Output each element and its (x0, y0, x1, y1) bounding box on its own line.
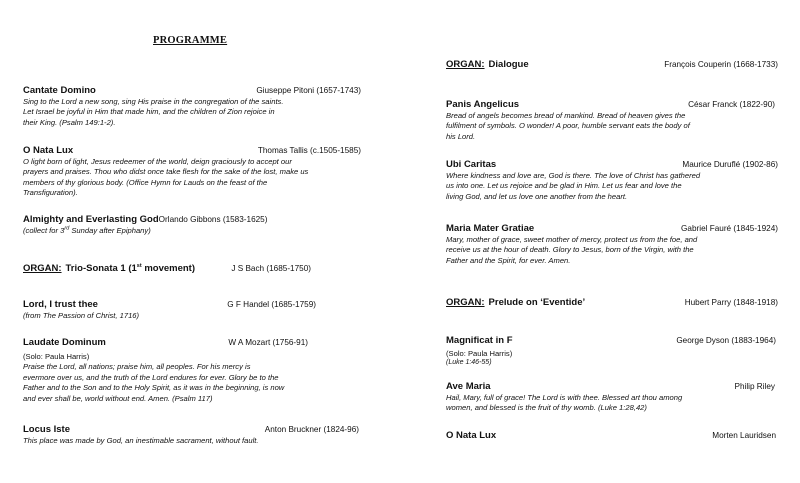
piece-title: Prelude on ‘Eventide’ (488, 297, 586, 308)
text-line: prayers and praises. Thou who didst once take flesh for the sake of the lost, make us (23, 167, 309, 177)
piece-title: Magnificat in F (446, 335, 513, 346)
text-line: Let Israel be joyful in Him that made him, and the children of Zion rejoice in (23, 107, 275, 117)
composer: J S Bach (1685-1750) (231, 264, 311, 273)
piece-title: Laudate Dominum (23, 337, 106, 348)
composer: Maurice Duruflé (1902-86) (682, 160, 778, 169)
text-line: Sing to the Lord a new song, sing His praise in the congregation of the saints. (23, 97, 284, 106)
piece-title: Ubi Caritas (446, 159, 497, 170)
text-line: fulfilment of symbols. O wonder! A poor, humble servant eats the body of (446, 121, 690, 131)
piece-note: (collect for 3rd Sunday after Epiphany) (23, 225, 151, 235)
text-line: women, and blessed is the fruit of thy womb. (Luke 1:28,42) (446, 403, 647, 413)
text-line: This place was made by God, an inestimable sacrament, without fault. (23, 436, 259, 445)
scripture-ref: (Luke 1:46-55) (446, 359, 492, 367)
text-line: us into one. Let us rejoice and be glad in Him. Let us fear and love the (446, 181, 682, 191)
organ-label: ORGAN: (446, 59, 485, 70)
organ-item (446, 297, 778, 308)
composer: Gabriel Fauré (1845-1924) (681, 224, 778, 233)
text-line: (from The Passion of Christ, 1716) (23, 311, 140, 320)
composer: Orlando Gibbons (1583-1625) (158, 215, 268, 224)
text-line: Transfiguration). (23, 188, 78, 198)
organ-item (23, 263, 311, 274)
organ-label: ORGAN: (23, 263, 62, 274)
text-line: evermore over us, and the truth of the Lord endures for ever. Glory be to the (23, 372, 279, 382)
text-line: Where kindness and love are, God is there. The love of Christ has gathered (446, 171, 701, 180)
text-line: Praise the Lord, all nations; praise him, all peoples. For his mercy is (23, 362, 251, 372)
piece-text (23, 362, 361, 404)
piece-text (446, 393, 775, 414)
composer: W A Mozart (1756-91) (228, 338, 308, 347)
programme-item (446, 335, 776, 369)
programme-item (23, 424, 359, 446)
soloist: (Solo: Paula Harris) (446, 349, 513, 358)
piece-title: Maria Mater Gratiae (446, 223, 535, 234)
composer: Hubert Parry (1848-1918) (684, 298, 778, 307)
text-line: receive us at the hour of death. Glory to Jesus, born of the Virgin, with the (446, 245, 694, 255)
composer: George Dyson (1883-1964) (676, 336, 776, 345)
programme-item (446, 159, 778, 202)
soloist: (Solo: Paula Harris) (23, 352, 90, 361)
piece-text (446, 111, 775, 142)
text-line: and ever shall be, world without end. Amen. (Psalm 117) (23, 393, 213, 403)
piece-title: Panis Angelicus (446, 99, 520, 110)
programme-item (446, 223, 778, 266)
piece-text (23, 97, 361, 128)
text-line: members of thy glorious body. (Office Hymn for Lauds on the feast of the (23, 177, 268, 187)
piece-text (446, 171, 778, 202)
programme-item (446, 99, 775, 142)
text-line: living God, and let us love one another from the heart. (446, 191, 628, 201)
piece-title: Ave Maria (446, 381, 491, 392)
text-line: Father and to the Son and to the Holy Spirit, as it was in the beginning, is now (23, 383, 285, 393)
text-line: Mary, mother of grace, sweet mother of mercy, protect us from the foe, and (446, 235, 698, 244)
piece-title: Almighty and Everlasting God (23, 214, 159, 225)
programme-item (23, 299, 316, 321)
piece-title: Lord, I trust thee (23, 299, 98, 310)
piece-title: Trio-Sonata 1 (1st movement) (65, 262, 196, 274)
composer: G F Handel (1685-1759) (227, 300, 316, 309)
text-line: their King. (Psalm 149:1-2). (23, 117, 116, 127)
programme-item (23, 85, 361, 128)
piece-text (446, 235, 778, 266)
programme-item (23, 214, 268, 236)
piece-text (23, 311, 316, 321)
composer: Thomas Tallis (c.1505-1585) (257, 146, 361, 155)
text-line: Father and the Spirit, for ever. Amen. (446, 255, 571, 265)
piece-title: Locus Iste (23, 424, 70, 435)
composer: François Couperin (1668-1733) (664, 60, 778, 69)
composer: César Franck (1822-90) (688, 100, 775, 109)
organ-label: ORGAN: (446, 297, 485, 308)
programme-item-body (23, 351, 361, 404)
composer: Morten Lauridsen (712, 431, 776, 440)
piece-title: O Nata Lux (23, 145, 74, 156)
programme-item (446, 381, 775, 414)
programme-item (23, 145, 361, 199)
programme-item (23, 337, 308, 348)
piece-title: O Nata Lux (446, 430, 497, 441)
piece-text (23, 436, 359, 446)
text-line: Hail, Mary, full of grace! The Lord is with thee. Blessed art thou among (446, 393, 683, 402)
piece-text (23, 157, 361, 199)
piece-title: Dialogue (488, 59, 529, 70)
composer: Philip Riley (734, 382, 775, 391)
programme-item (446, 430, 776, 441)
text-line: his Lord. (446, 131, 476, 141)
composer: Giuseppe Pitoni (1657-1743) (256, 86, 361, 95)
organ-item (446, 59, 778, 70)
composer: Anton Bruckner (1824-96) (264, 425, 359, 434)
text-line: Bread of angels becomes bread of mankind. Bread of heaven gives the (446, 111, 686, 120)
piece-title: Cantate Domino (23, 85, 96, 96)
text-line: O light born of light, Jesus redeemer of the world, deign graciously to accept our (23, 157, 292, 166)
programme-title: PROGRAMME (153, 35, 228, 46)
